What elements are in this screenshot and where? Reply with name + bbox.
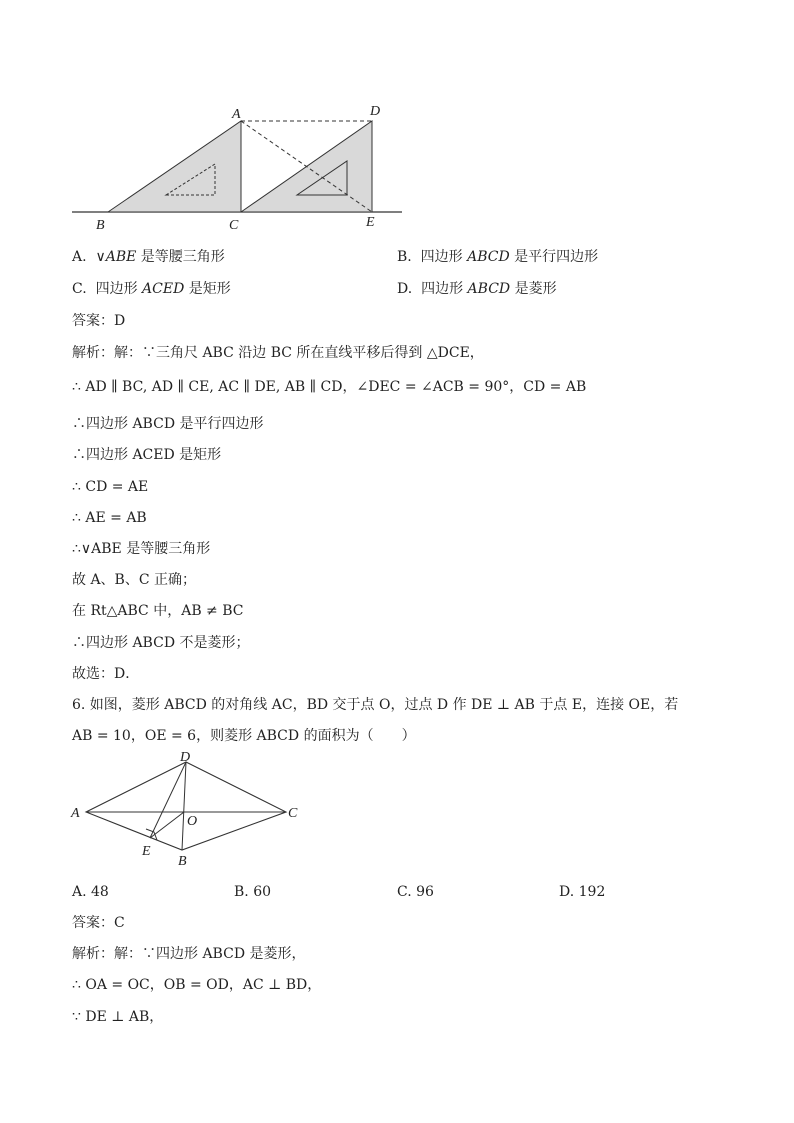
q6-answer: 答案：C <box>72 915 125 931</box>
q6-solution-line: ∴ OA = OC，OB = OD，AC ⊥ BD， <box>72 977 322 993</box>
label-b: B <box>178 854 187 869</box>
diagonal-bd <box>182 762 186 850</box>
q5-solution-line: ∴四边形 ABCD 是平行四边形 <box>72 416 264 432</box>
label-b: B <box>96 218 105 233</box>
q5-solution-line: 故选：D． <box>72 666 140 682</box>
q5-solution-line: ∴ AE = AB <box>72 510 147 526</box>
option-c: C. 四边形 ACED 是矩形 <box>72 281 231 297</box>
q5-solution-line: 解析：解：∵三角尺 ABC 沿边 BC 所在直线平移后得到 △DCE， <box>72 345 484 361</box>
label-d: D <box>180 752 191 765</box>
triangle-abc <box>108 121 241 212</box>
label-a: A <box>232 107 241 122</box>
option-b: B. 60 <box>234 884 272 900</box>
label-e: E <box>142 844 151 859</box>
q6-solution-line: ∵ DE ⊥ AB， <box>72 1009 164 1025</box>
q5-solution-line: 在 Rt△ABC 中，AB ≠ BC <box>72 603 244 619</box>
q5-solution-line: ∴四边形 ACED 是矩形 <box>72 447 222 463</box>
q5-solution-line: ∴ AD ∥ BC, AD ∥ CE, AC ∥ DE, AB ∥ CD，∠DEC = ∠ACB = 90°，CD = AB <box>72 379 587 395</box>
option-a: A. 48 <box>72 884 109 900</box>
q5-solution-line: ∴四边形 ABCD 不是菱形； <box>72 635 250 651</box>
option-c: C. 96 <box>397 884 434 900</box>
q5-solution-line: ∴∨ABE 是等腰三角形 <box>72 541 211 557</box>
option-a: A. ∨ABE 是等腰三角形 <box>72 249 225 265</box>
q5-solution-line: 故 A、B、C 正确； <box>72 572 197 588</box>
rhombus-abcd <box>86 762 286 850</box>
q5-answer: 答案：D <box>72 313 126 329</box>
q6-stem: 6. 如图，菱形 ABCD 的对角线 AC，BD 交于点 O，过点 D 作 DE ⊥ AB 于点 E，连接 OE，若 <box>72 697 679 713</box>
q6-solution-line: 解析：解：∵四边形 ABCD 是菱形， <box>72 946 306 962</box>
rhombus-figure <box>66 752 306 872</box>
label-a: A <box>71 806 80 821</box>
option-b: B. 四边形 ABCD 是平行四边形 <box>397 249 599 265</box>
label-c: C <box>288 806 298 821</box>
q5-solution-line: ∴ CD = AE <box>72 479 149 495</box>
q6-stem: AB = 10，OE = 6，则菱形 ABCD 的面积为（ ） <box>72 728 416 744</box>
label-d: D <box>370 104 381 119</box>
label-e: E <box>366 215 375 230</box>
label-o: O <box>187 814 198 829</box>
option-d: D. 192 <box>559 884 606 900</box>
translation-figure <box>60 98 410 238</box>
label-c: C <box>229 218 239 233</box>
option-d: D. 四边形 ABCD 是菱形 <box>397 281 557 297</box>
segment-de <box>150 762 186 838</box>
